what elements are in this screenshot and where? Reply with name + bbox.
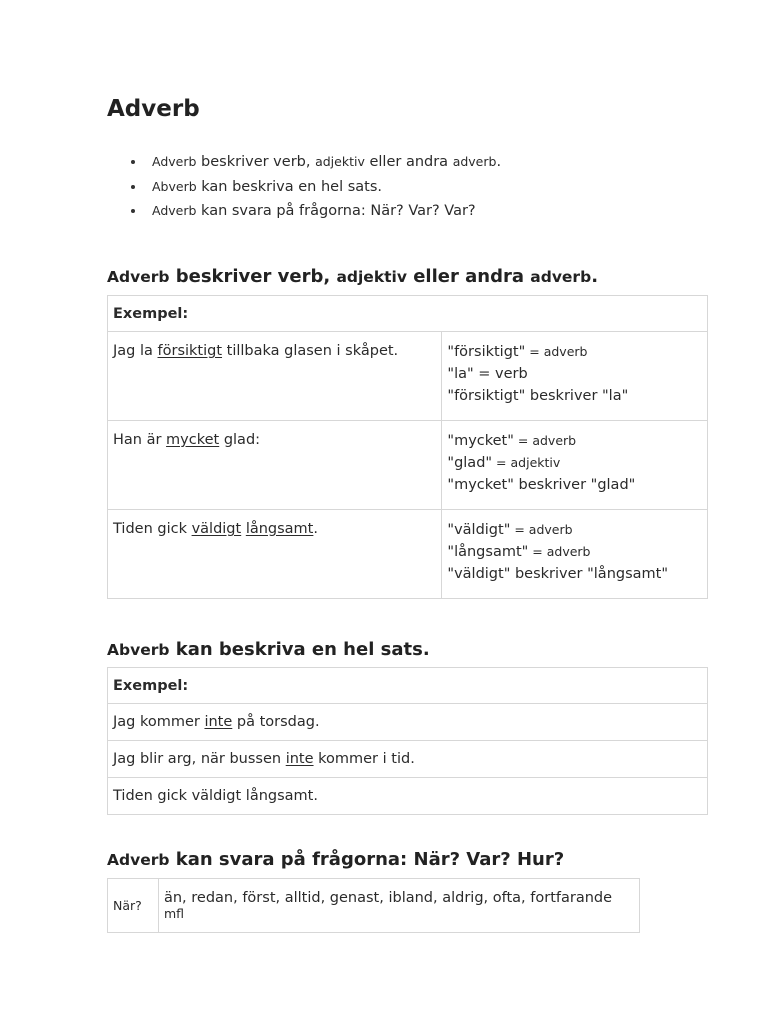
example-sentence: Tiden gick väldigt långsamt. [108,510,442,599]
list-item: Adverb beskriver verb, adjektiv eller andra adverb. [152,150,501,175]
summary-list [107,150,501,224]
table-row [108,741,708,778]
table-row [108,704,708,741]
example-table-1 [107,295,708,599]
example-label: Exempel: [108,296,708,332]
section-heading-2: Abverb kan beskriva en hel sats. [107,639,430,660]
table-row [108,778,708,815]
example-sentence: Han är mycket glad: [108,421,442,510]
table-header-row [108,296,708,332]
list-item: Abverb kan beskriva en hel sats. [152,175,501,200]
example-table-2 [107,667,708,815]
example-notes: "försiktigt" = adverb "la" = verb "försiktigt" beskriver "la" [442,332,708,421]
table-row [108,510,708,599]
list-item: Adverb kan svara på frågorna: När? Var? Var? [152,199,501,224]
question-cell: När? [108,879,159,933]
example-sentence: Jag la försiktigt tillbaka glasen i skåpet. [108,332,442,421]
example-label: Exempel: [108,668,708,704]
section-heading-3: Adverb kan svara på frågorna: När? Var? Hur? [107,849,565,870]
example-notes: "väldigt" = adverb "långsamt" = adverb "väldigt" beskriver "långsamt" [442,510,708,599]
table-row [108,879,640,933]
example-sentence: Jag kommer inte på torsdag. [108,704,708,741]
example-sentence: Jag blir arg, när bussen inte kommer i tid. [108,741,708,778]
table-row [108,421,708,510]
page-title: Adverb [107,96,200,122]
section-heading-1: Adverb beskriver verb, adjektiv eller andra adverb. [107,266,599,287]
question-table [107,878,640,933]
table-row [108,332,708,421]
answer-cell: än, redan, först, alltid, genast, ibland, aldrig, ofta, fortfarande mfl [158,879,639,933]
table-header-row [108,668,708,704]
example-notes: "mycket" = adverb "glad" = adjektiv "mycket" beskriver "glad" [442,421,708,510]
example-sentence: Tiden gick väldigt långsamt. [108,778,708,815]
